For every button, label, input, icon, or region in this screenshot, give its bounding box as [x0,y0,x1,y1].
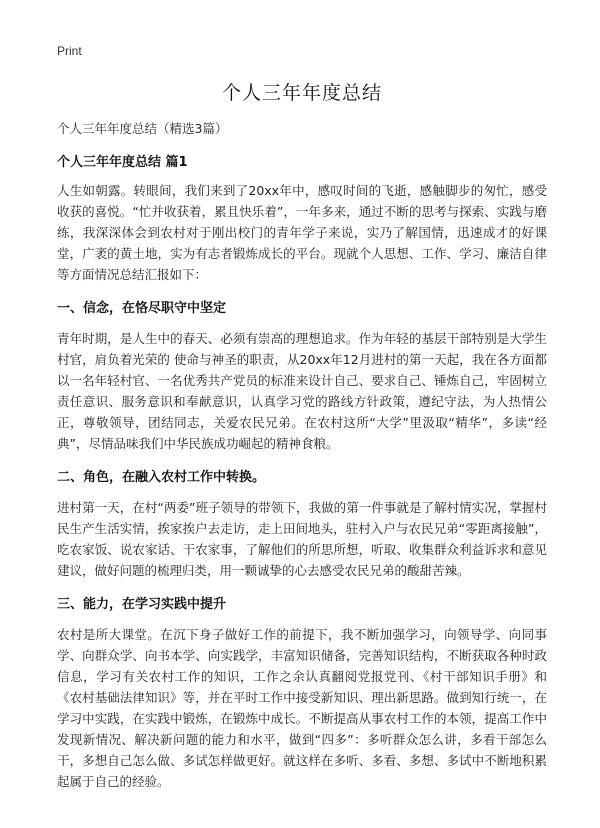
part-3-paragraph: 农村是所大课堂。在沉下身子做好工作的前提下，我不断加强学习，向领导学、向同事学、向群众学、向书本学、向实践学，丰富知识储备，完善知识结构，不断获取各种时政信息，学习有关农村工作的知识，工作之余认真翻阅党报党刊、《村干部知识手册》和《农村基础法律知识》等，并在平时工作中接受新知识、理出新思路。做到知行统一，在学习中实践，在实践中锻炼，在锻炼中成长。不断提高从事农村工作的本领，提高工作中发现新情况、解决新问题的能力和水平，做到“四多”：多听群众怎么讲，多看干部怎么干，多想自己怎么做、多试怎样做更好。就这样在多听、多看、多想、多试中不断地积累起属于自己的经验。 [57,627,547,789]
part-1-paragraph: 青年时期，是人生中的春天、必须有崇高的理想追求。作为年轻的基层干部特别是大学生村官，肩负着光荣的 使命与神圣的职责，从20xx年12月进村的第一天起，我在各方面都以一名年轻村官、一名优秀共产党员的标准来设计自己、要求自己、锤炼自己，牢固树立责任意识、服务意识和奉献意识，认真学习党的路线方针政策，遵纪守法，为人热情公正，尊敬领导，团结同志，关爱农民兄弟。在农村这所“大学”里汲取“精华”，多读“经典”，尽情品味我们中华民族成功崛起的精神食粮。 [57,331,547,451]
document-body [57,78,547,804]
part-2-paragraph: 进村第一天，在村“两委”班子领导的带领下，我做的第一件事就是了解村情实况，掌握村民生产生活实情，挨家挨户去走访，走上田间地头，驻村入户与农民兄弟“零距离接触”，吃农家饭、说农家话、干农家事，了解他们的所思所想，听取、收集群众利益诉求和意见建议，做好问题的梳理归类，用一颗诚挚的心去感受农民兄弟的酸甜苦辣。 [57,500,547,578]
print-link[interactable]: Print [57,44,82,58]
part-2-heading: 二、角色，在融入农村工作中转换。 [57,470,266,485]
intro-paragraph: 人生如朝露。转眼间，我们来到了20xx年中，感叹时间的飞逝，感触脚步的匆忙，感受收获的喜悦。“忙并收获着，累且快乐着”，一年多来，通过不断的思考与探索、实践与磨练，我深深体会到农村对于刚出校门的青年学子来说，实乃了解国情，迅速成才的好课堂，广袤的黄土地，实为有志者锻炼成长的平台。现就个人思想、工作、学习、廉洁自律等方面情况总结汇报如下： [57,183,547,282]
section-title: 个人三年年度总结 篇1 [57,155,188,170]
part-3-heading: 三、能力，在学习实践中提升 [57,597,227,612]
document-subtitle: 个人三年年度总结（精选3篇） [57,121,228,136]
page-title: 个人三年年度总结 [221,82,382,104]
part-1-heading: 一、信念，在恪尽职守中坚定 [57,301,227,316]
